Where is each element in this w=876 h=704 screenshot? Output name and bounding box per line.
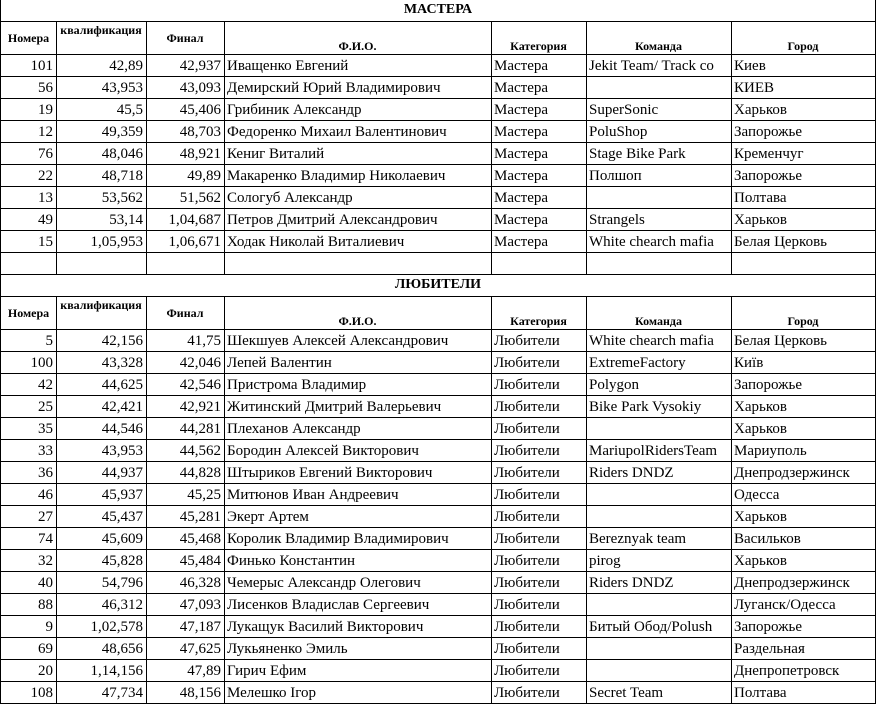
final-cell[interactable]: 43,093 [146, 77, 225, 99]
name-cell[interactable]: Лисенков Владислав Сергеевич [224, 594, 492, 616]
city-cell[interactable] [731, 253, 876, 275]
number-cell[interactable]: 46 [0, 484, 57, 506]
qualification-cell[interactable]: 44,937 [56, 462, 147, 484]
table-row [0, 418, 876, 440]
table-row [0, 143, 876, 165]
header-final: Финал [146, 22, 225, 55]
qualification-cell[interactable]: 43,953 [56, 77, 147, 99]
number-cell[interactable]: 100 [0, 352, 57, 374]
table-row [0, 462, 876, 484]
qualification-cell[interactable]: 1,05,953 [56, 231, 147, 253]
final-cell[interactable]: 45,406 [146, 99, 225, 121]
city-cell[interactable]: Харьков [731, 506, 876, 528]
qualification-cell[interactable]: 43,953 [56, 440, 147, 462]
qualification-cell[interactable]: 48,718 [56, 165, 147, 187]
header-qualification: квалификация [56, 22, 147, 55]
name-cell[interactable]: Иващенко Евгений [224, 55, 492, 77]
city-cell[interactable]: Полтава [731, 187, 876, 209]
number-cell[interactable]: 27 [0, 506, 57, 528]
city-cell[interactable]: Харьков [731, 550, 876, 572]
table-row [0, 209, 876, 231]
category-cell[interactable]: Любители [491, 616, 587, 638]
number-cell[interactable]: 12 [0, 121, 57, 143]
name-cell[interactable] [224, 253, 492, 275]
city-cell[interactable]: Київ [731, 352, 876, 374]
number-cell[interactable]: 9 [0, 616, 57, 638]
city-cell[interactable]: Одесса [731, 484, 876, 506]
qualification-cell[interactable]: 49,359 [56, 121, 147, 143]
table-row [0, 374, 876, 396]
category-cell[interactable]: Любители [491, 682, 587, 704]
header-city: Город [731, 22, 876, 55]
name-cell[interactable]: Грибиник Александр [224, 99, 492, 121]
number-cell[interactable]: 101 [0, 55, 57, 77]
final-cell[interactable]: 51,562 [146, 187, 225, 209]
qualification-cell[interactable]: 44,546 [56, 418, 147, 440]
number-cell[interactable]: 36 [0, 462, 57, 484]
qualification-cell[interactable]: 54,796 [56, 572, 147, 594]
city-cell[interactable]: Белая Церковь [731, 231, 876, 253]
final-cell[interactable]: 47,093 [146, 594, 225, 616]
team-cell[interactable]: Битый Обод/Polush [586, 616, 732, 638]
category-cell[interactable]: Любители [491, 594, 587, 616]
city-cell[interactable]: Белая Церковь [731, 330, 876, 352]
category-cell[interactable]: Любители [491, 484, 587, 506]
final-cell[interactable]: 1,06,671 [146, 231, 225, 253]
category-cell[interactable]: Любители [491, 550, 587, 572]
team-cell[interactable]: ExtremeFactory [586, 352, 732, 374]
qualification-cell[interactable]: 47,734 [56, 682, 147, 704]
qualification-cell[interactable]: 45,828 [56, 550, 147, 572]
team-cell[interactable]: Полшоп [586, 165, 732, 187]
final-cell[interactable]: 42,937 [146, 55, 225, 77]
final-cell[interactable]: 41,75 [146, 330, 225, 352]
final-cell[interactable]: 45,468 [146, 528, 225, 550]
team-cell[interactable] [586, 594, 732, 616]
number-cell[interactable]: 49 [0, 209, 57, 231]
city-cell[interactable]: Днепропетровск [731, 660, 876, 682]
name-cell[interactable]: Лукьяненко Эмиль [224, 638, 492, 660]
final-cell[interactable]: 47,89 [146, 660, 225, 682]
number-cell[interactable] [0, 253, 57, 275]
header-name: Ф.И.О. [224, 22, 492, 55]
number-cell[interactable]: 33 [0, 440, 57, 462]
qualification-cell[interactable]: 53,562 [56, 187, 147, 209]
category-cell[interactable]: Любители [491, 374, 587, 396]
city-cell[interactable]: Запорожье [731, 616, 876, 638]
category-cell[interactable]: Мастера [491, 187, 587, 209]
team-cell[interactable] [586, 506, 732, 528]
team-cell[interactable]: Bereznyak team [586, 528, 732, 550]
category-cell[interactable]: Любители [491, 506, 587, 528]
final-cell[interactable]: 1,04,687 [146, 209, 225, 231]
city-cell[interactable]: Харьков [731, 418, 876, 440]
table-row [0, 352, 876, 374]
name-cell[interactable]: Федоренко Михаил Валентинович [224, 121, 492, 143]
name-cell[interactable]: Митюнов Иван Андреевич [224, 484, 492, 506]
team-cell[interactable] [586, 77, 732, 99]
table-row [0, 660, 876, 682]
city-cell[interactable]: Кременчуг [731, 143, 876, 165]
final-cell[interactable]: 44,828 [146, 462, 225, 484]
name-cell[interactable]: Финько Константин [224, 550, 492, 572]
team-cell[interactable]: White chearch mafia [586, 330, 732, 352]
category-cell[interactable]: Любители [491, 330, 587, 352]
column-header-row [0, 22, 876, 55]
qualification-cell[interactable]: 53,14 [56, 209, 147, 231]
final-cell[interactable]: 46,328 [146, 572, 225, 594]
city-cell[interactable]: Днепродзержинск [731, 572, 876, 594]
table-row [0, 55, 876, 77]
category-cell[interactable]: Мастера [491, 165, 587, 187]
column-header-row [0, 297, 876, 330]
qualification-cell[interactable]: 45,5 [56, 99, 147, 121]
final-cell[interactable]: 48,703 [146, 121, 225, 143]
table-row [0, 231, 876, 253]
team-cell[interactable]: Strangels [586, 209, 732, 231]
number-cell[interactable]: 5 [0, 330, 57, 352]
table-row [0, 638, 876, 660]
city-cell[interactable]: Харьков [731, 99, 876, 121]
table-row [0, 506, 876, 528]
header-category: Категория [491, 297, 587, 330]
number-cell[interactable]: 25 [0, 396, 57, 418]
final-cell[interactable]: 44,281 [146, 418, 225, 440]
qualification-cell[interactable] [56, 253, 147, 275]
section-title-row [0, 275, 876, 297]
category-cell[interactable]: Любители [491, 352, 587, 374]
number-cell[interactable]: 108 [0, 682, 57, 704]
table-row [0, 572, 876, 594]
name-cell[interactable]: Чемерыс Александр Олегович [224, 572, 492, 594]
final-cell[interactable]: 49,89 [146, 165, 225, 187]
number-cell[interactable]: 69 [0, 638, 57, 660]
name-cell[interactable]: Плеханов Александр [224, 418, 492, 440]
number-cell[interactable]: 32 [0, 550, 57, 572]
final-cell[interactable]: 44,562 [146, 440, 225, 462]
number-cell[interactable]: 20 [0, 660, 57, 682]
name-cell[interactable]: Макаренко Владимир Николаевич [224, 165, 492, 187]
category-cell[interactable]: Любители [491, 396, 587, 418]
name-cell[interactable]: Житинский Дмитрий Валерьевич [224, 396, 492, 418]
section-title-row [0, 0, 876, 22]
table-row [0, 440, 876, 462]
header-team: Команда [586, 22, 732, 55]
header-qualification: квалификация [56, 297, 147, 330]
qualification-cell[interactable]: 42,421 [56, 396, 147, 418]
city-cell[interactable]: Харьков [731, 396, 876, 418]
team-cell[interactable]: Polygon [586, 374, 732, 396]
header-category: Категория [491, 22, 587, 55]
qualification-cell[interactable]: 42,89 [56, 55, 147, 77]
number-cell[interactable]: 40 [0, 572, 57, 594]
category-cell[interactable]: Любители [491, 462, 587, 484]
category-cell[interactable]: Любители [491, 528, 587, 550]
number-cell[interactable]: 76 [0, 143, 57, 165]
table-row [0, 330, 876, 352]
category-cell[interactable]: Любители [491, 638, 587, 660]
team-cell[interactable]: White chearch mafia [586, 231, 732, 253]
team-cell[interactable] [586, 253, 732, 275]
final-cell[interactable]: 45,25 [146, 484, 225, 506]
city-cell[interactable]: КИЕВ [731, 77, 876, 99]
final-cell[interactable]: 45,484 [146, 550, 225, 572]
final-cell[interactable]: 48,156 [146, 682, 225, 704]
section-title: МАСТЕРА [0, 0, 876, 22]
number-cell[interactable]: 56 [0, 77, 57, 99]
header-team: Команда [586, 297, 732, 330]
name-cell[interactable]: Ходак Николай Виталиевич [224, 231, 492, 253]
name-cell[interactable]: Петров Дмитрий Александрович [224, 209, 492, 231]
table-row [0, 99, 876, 121]
section-title: ЛЮБИТЕЛИ [0, 275, 876, 297]
name-cell[interactable]: Экерт Артем [224, 506, 492, 528]
name-cell[interactable]: Лепей Валентин [224, 352, 492, 374]
team-cell[interactable] [586, 660, 732, 682]
table-row [0, 484, 876, 506]
team-cell[interactable] [586, 638, 732, 660]
team-cell[interactable] [586, 418, 732, 440]
number-cell[interactable]: 74 [0, 528, 57, 550]
final-cell[interactable] [146, 253, 225, 275]
name-cell[interactable]: Демирский Юрий Владимирович [224, 77, 492, 99]
team-cell[interactable]: SuperSonic [586, 99, 732, 121]
final-cell[interactable]: 47,625 [146, 638, 225, 660]
final-cell[interactable]: 42,046 [146, 352, 225, 374]
name-cell[interactable]: Пристрома Владимир [224, 374, 492, 396]
city-cell[interactable]: Днепродзержинск [731, 462, 876, 484]
city-cell[interactable]: Полтава [731, 682, 876, 704]
header-number: Номера [0, 297, 57, 330]
blank-row [0, 253, 876, 275]
team-cell[interactable] [586, 484, 732, 506]
category-cell[interactable]: Мастера [491, 55, 587, 77]
category-cell[interactable]: Любители [491, 418, 587, 440]
table-row [0, 616, 876, 638]
city-cell[interactable]: Харьков [731, 209, 876, 231]
category-cell[interactable]: Любители [491, 572, 587, 594]
name-cell[interactable]: Мелешко Ігор [224, 682, 492, 704]
number-cell[interactable]: 22 [0, 165, 57, 187]
category-cell[interactable]: Мастера [491, 231, 587, 253]
name-cell[interactable]: Бородин Алексей Викторович [224, 440, 492, 462]
team-cell[interactable]: Secret Team [586, 682, 732, 704]
city-cell[interactable]: Киев [731, 55, 876, 77]
final-cell[interactable]: 48,921 [146, 143, 225, 165]
category-cell[interactable]: Мастера [491, 99, 587, 121]
number-cell[interactable]: 88 [0, 594, 57, 616]
qualification-cell[interactable]: 1,02,578 [56, 616, 147, 638]
qualification-cell[interactable]: 43,328 [56, 352, 147, 374]
table-row [0, 187, 876, 209]
qualification-cell[interactable]: 45,437 [56, 506, 147, 528]
header-final: Финал [146, 297, 225, 330]
qualification-cell[interactable]: 48,656 [56, 638, 147, 660]
category-cell[interactable]: Мастера [491, 209, 587, 231]
city-cell[interactable]: Раздельная [731, 638, 876, 660]
team-cell[interactable]: Riders DNDZ [586, 572, 732, 594]
city-cell[interactable]: Мариуполь [731, 440, 876, 462]
category-cell[interactable]: Любители [491, 440, 587, 462]
city-cell[interactable]: Васильков [731, 528, 876, 550]
team-cell[interactable]: pirog [586, 550, 732, 572]
category-cell[interactable]: Мастера [491, 77, 587, 99]
final-cell[interactable]: 42,921 [146, 396, 225, 418]
team-cell[interactable]: MariupolRidersTeam [586, 440, 732, 462]
table-row [0, 121, 876, 143]
number-cell[interactable]: 42 [0, 374, 57, 396]
name-cell[interactable]: Штыриков Евгений Викторович [224, 462, 492, 484]
category-cell[interactable]: Любители [491, 660, 587, 682]
qualification-cell[interactable]: 46,312 [56, 594, 147, 616]
header-city: Город [731, 297, 876, 330]
team-cell[interactable]: Jekit Team/ Track co [586, 55, 732, 77]
table-row [0, 594, 876, 616]
name-cell[interactable]: Кениг Виталий [224, 143, 492, 165]
number-cell[interactable]: 35 [0, 418, 57, 440]
final-cell[interactable]: 45,281 [146, 506, 225, 528]
table-row [0, 165, 876, 187]
team-cell[interactable]: Bike Park Vysokiy [586, 396, 732, 418]
city-cell[interactable]: Луганск/Одесса [731, 594, 876, 616]
qualification-cell[interactable]: 45,609 [56, 528, 147, 550]
table-row [0, 77, 876, 99]
qualification-cell[interactable]: 1,14,156 [56, 660, 147, 682]
city-cell[interactable]: Запорожье [731, 374, 876, 396]
category-cell[interactable]: Мастера [491, 121, 587, 143]
team-cell[interactable] [586, 187, 732, 209]
table-row [0, 396, 876, 418]
city-cell[interactable]: Запорожье [731, 165, 876, 187]
category-cell[interactable] [491, 253, 587, 275]
header-name: Ф.И.О. [224, 297, 492, 330]
name-cell[interactable]: Сологуб Александр [224, 187, 492, 209]
name-cell[interactable]: Шекшуев Алексей Александрович [224, 330, 492, 352]
qualification-cell[interactable]: 44,625 [56, 374, 147, 396]
number-cell[interactable]: 15 [0, 231, 57, 253]
name-cell[interactable]: Королик Владимир Владимирович [224, 528, 492, 550]
qualification-cell[interactable]: 42,156 [56, 330, 147, 352]
final-cell[interactable]: 42,546 [146, 374, 225, 396]
name-cell[interactable]: Гирич Ефим [224, 660, 492, 682]
team-cell[interactable]: Stage Bike Park [586, 143, 732, 165]
number-cell[interactable]: 13 [0, 187, 57, 209]
table-row [0, 682, 876, 704]
final-cell[interactable]: 47,187 [146, 616, 225, 638]
city-cell[interactable]: Запорожье [731, 121, 876, 143]
qualification-cell[interactable]: 48,046 [56, 143, 147, 165]
table-row [0, 528, 876, 550]
table-row [0, 550, 876, 572]
name-cell[interactable]: Лукащук Василий Викторович [224, 616, 492, 638]
number-cell[interactable]: 19 [0, 99, 57, 121]
qualification-cell[interactable]: 45,937 [56, 484, 147, 506]
team-cell[interactable]: PoluShop [586, 121, 732, 143]
category-cell[interactable]: Мастера [491, 143, 587, 165]
header-number: Номера [0, 22, 57, 55]
team-cell[interactable]: Riders DNDZ [586, 462, 732, 484]
